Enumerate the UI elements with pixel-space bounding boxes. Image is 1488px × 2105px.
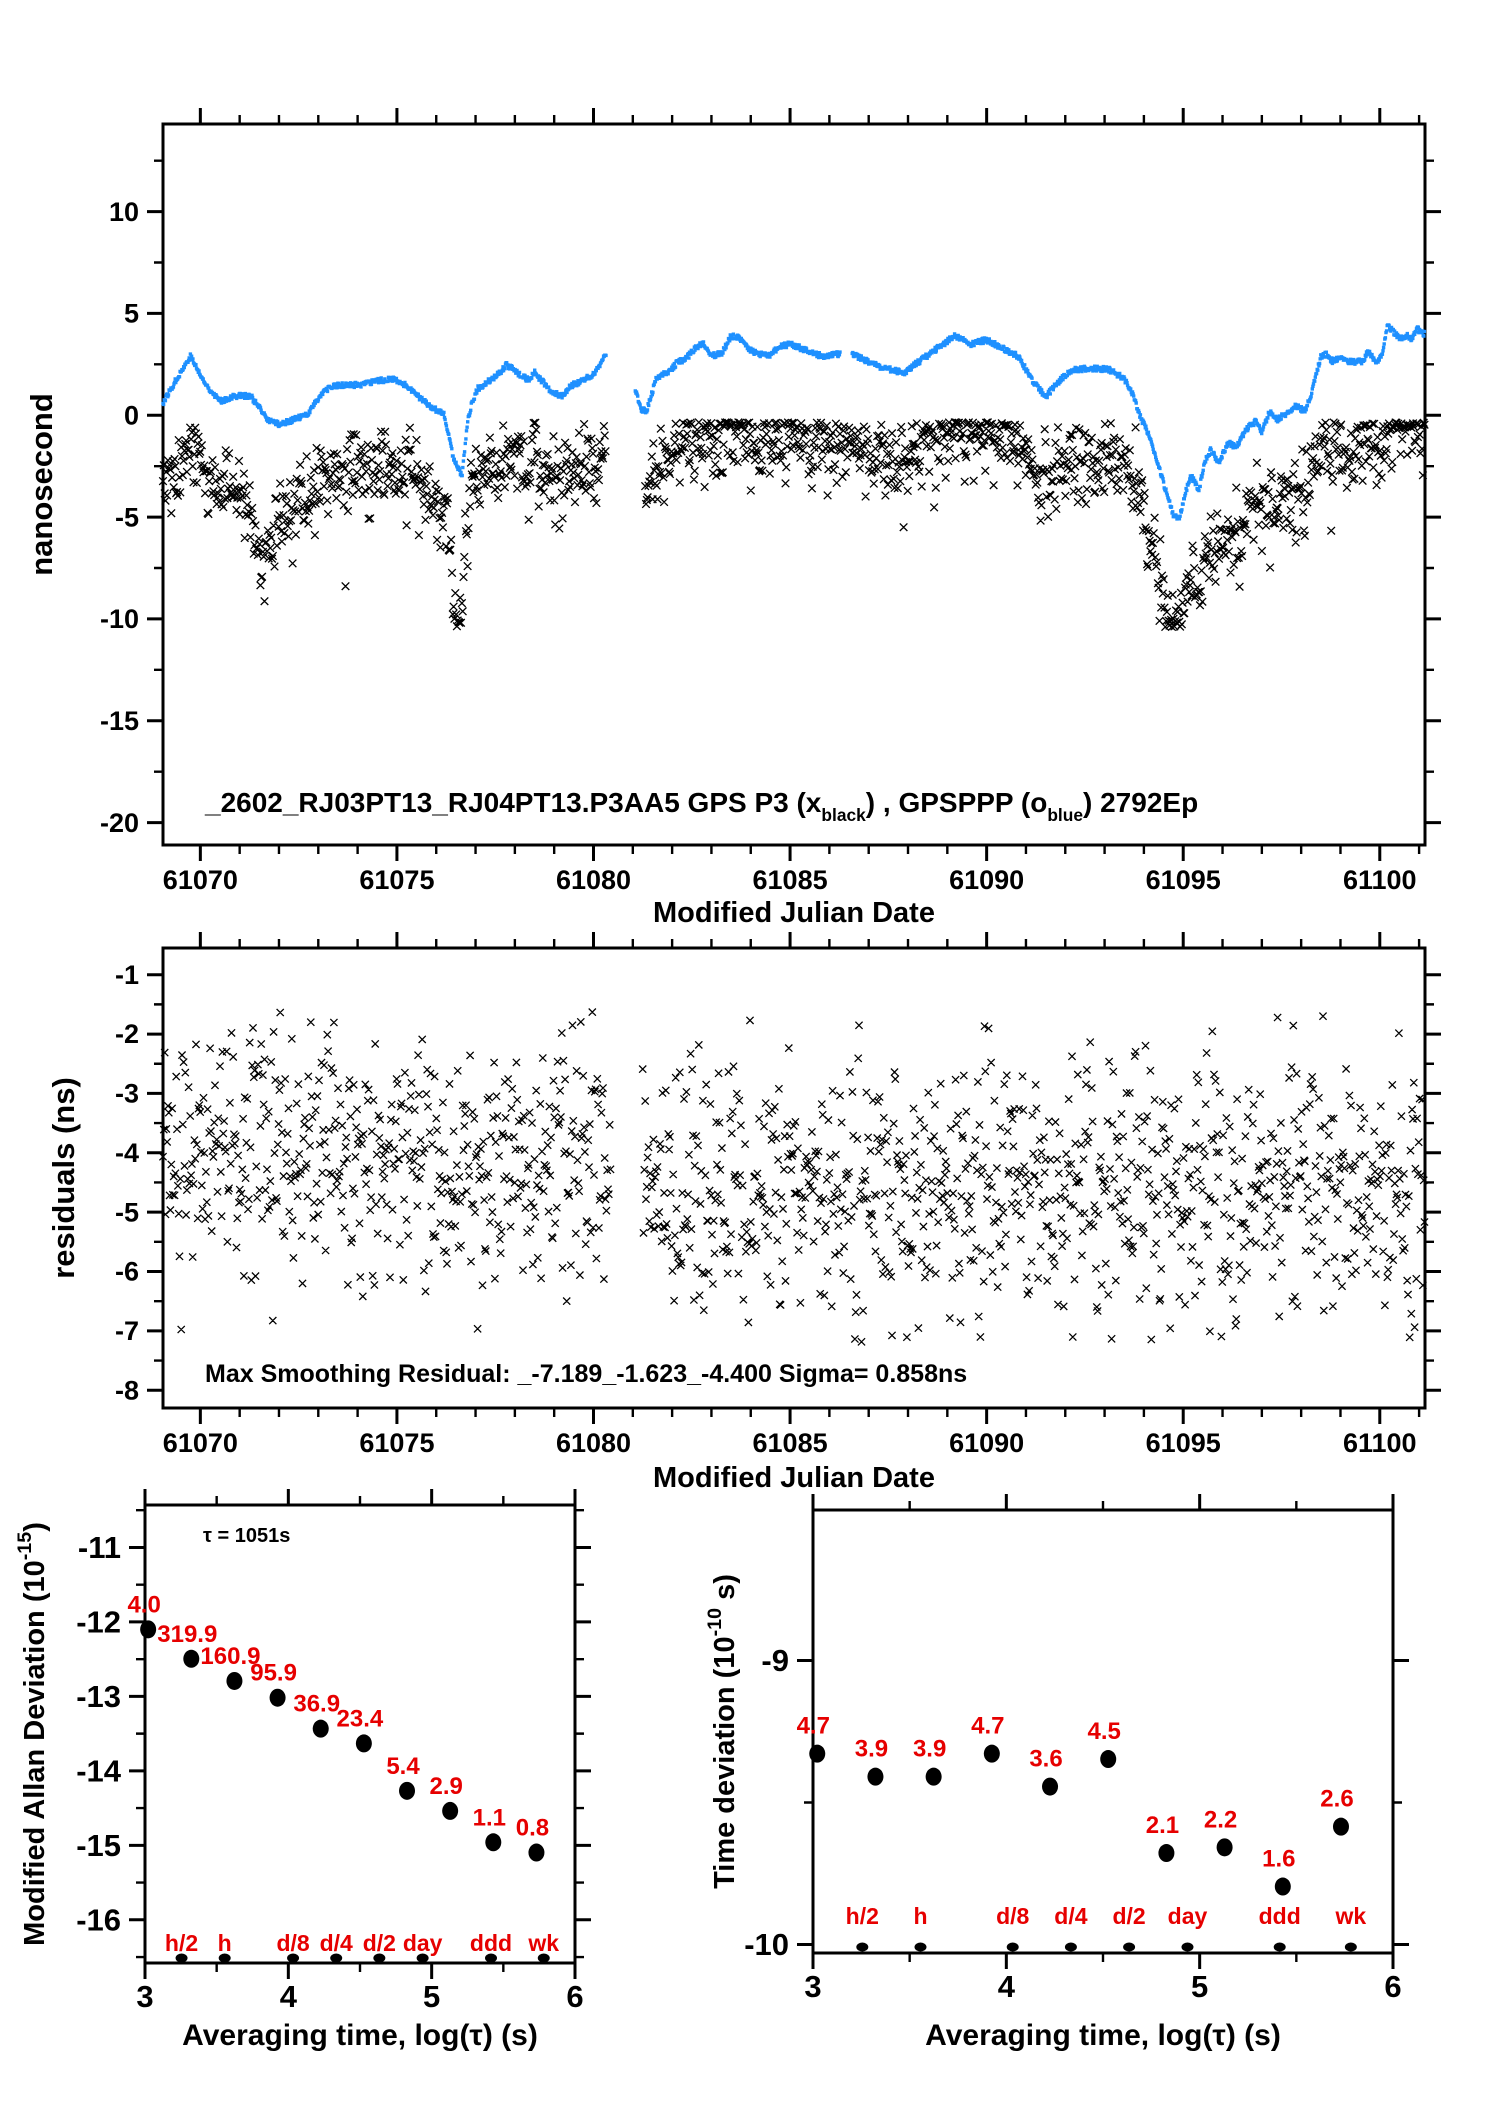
- gps-x-tick-label: 61080: [555, 865, 632, 895]
- tdev-interval-label: wk: [1335, 1903, 1367, 1929]
- tdev-value-label: 3.9: [912, 1735, 947, 1763]
- mdev-value-label: 0.8: [515, 1814, 550, 1842]
- mdev-value-label: 319.9: [157, 1620, 218, 1648]
- mdev-x-tick-label: 3: [136, 1979, 154, 2014]
- gps-inline-title: _2602_RJ03PT13_RJ04PT13.P3AA5 GPS P3 $(x_{black})$ , GPSPPP $(o_{blue})$ 2792Ep: [205, 787, 1199, 825]
- tdev-value-label: 2.6: [1320, 1785, 1354, 1813]
- mdev-data-point: [226, 1672, 242, 1690]
- panel-residuals: [46, 932, 1441, 1494]
- res-x-axis-title: Modified Julian Date: [653, 1462, 935, 1494]
- tdev-interval-dot: [856, 1943, 868, 1952]
- gps-x-axis-title: Modified Julian Date: [653, 897, 935, 929]
- mdev-value-label: 4.0: [127, 1591, 161, 1619]
- tdev-interval-label: d/8: [996, 1903, 1030, 1929]
- tdev-data-point: [1333, 1818, 1349, 1836]
- tdev-data-point: [926, 1768, 942, 1786]
- tdev-interval-label: ddd: [1258, 1903, 1301, 1929]
- res-y-tick-label: -5: [114, 1197, 139, 1228]
- tdev-interval-label: d/2: [1112, 1903, 1146, 1929]
- gps-y-tick-label: -15: [99, 705, 139, 736]
- tdev-value-label: 4.7: [796, 1712, 830, 1740]
- mdev-x-tick-label: 6: [566, 1979, 584, 2014]
- gps-x-tick-label: 61085: [752, 865, 828, 895]
- res-y-axis-title: residuals (ns): [46, 1077, 81, 1279]
- res-x-tick-label: 61080: [555, 1428, 632, 1458]
- mdev-data-point: [270, 1689, 286, 1707]
- res-x-tick-label: 61100: [1342, 1428, 1417, 1458]
- gps-y-tick-label: 5: [123, 298, 139, 329]
- res-y-tick-label: -2: [114, 1019, 139, 1050]
- gps-x-tick-label: 61095: [1145, 865, 1221, 895]
- tdev-interval-dot: [1345, 1943, 1357, 1952]
- tdev-x-tick-label: 6: [1384, 1969, 1402, 2004]
- res-y-tick-label: -1: [114, 959, 139, 990]
- mdev-data-point: [399, 1782, 415, 1800]
- mdev-value-label: 2.9: [429, 1772, 463, 1800]
- tdev-interval-label: d/4: [1054, 1903, 1088, 1929]
- tdev-x-tick-label: 3: [804, 1969, 822, 2004]
- mdev-y-tick-label: -11: [77, 1529, 121, 1565]
- mdev-minor-ticks: [136, 1496, 584, 1972]
- mdev-interval-label: wk: [528, 1930, 560, 1956]
- tdev-data-point: [1158, 1844, 1174, 1862]
- res-x-tick-label: 61090: [949, 1428, 1025, 1458]
- mdev-interval-label: day: [402, 1930, 443, 1956]
- panel-time-deviation: [704, 1494, 1409, 2052]
- gps-frame: [163, 124, 1425, 845]
- gps-y-axis-title: nanosecond: [24, 393, 59, 576]
- mdev-tau-annotation: τ = 1051s: [203, 1525, 291, 1547]
- gps-x-tick-label: 61070: [162, 865, 238, 895]
- tdev-data-point: [1275, 1878, 1291, 1896]
- mdev-x-axis-title: Averaging time, log(τ) (s): [182, 2019, 538, 2052]
- gps-x-tick-label: 61075: [359, 865, 435, 895]
- tdev-y-axis-title: Time deviation ($10^{-10}$ s): [704, 1574, 741, 1889]
- gps-y-tick-label: -10: [99, 604, 139, 635]
- mdev-interval-label: d/4: [319, 1930, 353, 1956]
- mdev-interval-label: d/8: [276, 1930, 310, 1956]
- mdev-major-ticks: [129, 1489, 591, 1979]
- tdev-x-axis-title: Averaging time, log(τ) (s): [925, 2019, 1281, 2052]
- tdev-x-tick-label: 4: [997, 1969, 1015, 2004]
- mdev-interval-label: h: [217, 1930, 232, 1956]
- res-x-tick-label: 61070: [162, 1428, 238, 1458]
- res-y-tick-label: -3: [114, 1078, 139, 1109]
- mdev-y-axis-title: Modified Allan Deviation $(10^{-15})$: [14, 1522, 51, 1946]
- tdev-interval-label: h: [913, 1903, 928, 1929]
- gps-y-tick-label: -5: [114, 502, 139, 533]
- mdev-data-point: [356, 1734, 372, 1752]
- res-x-tick-label: 61075: [359, 1428, 435, 1458]
- mdev-x-tick-label: 4: [279, 1979, 297, 2014]
- res-frame: [163, 948, 1425, 1408]
- mdev-y-tick-label: -15: [76, 1827, 121, 1863]
- mdev-value-label: 160.9: [200, 1642, 261, 1670]
- tdev-interval-label: h/2: [845, 1903, 879, 1929]
- mdev-x-tick-label: 5: [423, 1979, 441, 2014]
- gps-x-tick-label: 61090: [949, 865, 1025, 895]
- res-y-tick-label: -8: [114, 1375, 139, 1406]
- mdev-data-point: [313, 1720, 329, 1738]
- gps-x-tick-label: 61100: [1342, 865, 1417, 895]
- res-y-tick-label: -4: [114, 1137, 139, 1168]
- tdev-interval-dot: [1123, 1943, 1135, 1952]
- tdev-interval-dot: [1065, 1943, 1077, 1952]
- tdev-interval-dot: [1181, 1943, 1193, 1952]
- tdev-interval-dot: [1274, 1943, 1286, 1952]
- tdev-data-point: [1100, 1750, 1116, 1768]
- gps-minor-ticks: [154, 115, 1434, 854]
- tdev-value-label: 2.2: [1203, 1806, 1238, 1834]
- series-gpsp3-points: [159, 419, 1428, 631]
- tdev-data-point: [867, 1768, 883, 1786]
- mdev-value-label: 36.9: [293, 1690, 341, 1718]
- mdev-data-point: [140, 1620, 156, 1638]
- mdev-y-tick-label: -14: [76, 1753, 121, 1789]
- mdev-value-label: 95.9: [250, 1659, 297, 1687]
- mdev-data-point: [528, 1844, 544, 1862]
- tdev-value-label: 3.6: [1029, 1745, 1063, 1773]
- mdev-y-tick-label: -12: [76, 1604, 121, 1640]
- tdev-data-point: [984, 1745, 1000, 1763]
- panel-allan-deviation: [14, 1489, 591, 2052]
- tdev-data-point: [1042, 1778, 1058, 1796]
- res-annotation: Max Smoothing Residual: _-7.189_-1.623_-4.400 Sigma= 0.858ns: [205, 1360, 968, 1388]
- res-x-tick-label: 61085: [752, 1428, 828, 1458]
- mdev-interval-label: d/2: [362, 1930, 396, 1956]
- tdev-value-label: 4.7: [971, 1712, 1005, 1740]
- mdev-value-label: 23.4: [336, 1705, 384, 1733]
- mdev-data-point: [183, 1650, 199, 1668]
- res-x-tick-label: 61095: [1145, 1428, 1221, 1458]
- mdev-y-tick-label: -13: [76, 1678, 121, 1714]
- tdev-value-label: 2.1: [1145, 1812, 1180, 1840]
- tdev-y-tick-label: -10: [744, 1927, 789, 1963]
- gps-y-tick-label: 10: [108, 196, 139, 227]
- mdev-value-label: 1.1: [472, 1804, 506, 1832]
- tdev-value-label: 3.9: [854, 1735, 889, 1763]
- tdev-y-tick-label: -9: [761, 1643, 789, 1679]
- mdev-data-point: [442, 1802, 458, 1820]
- gps-y-tick-label: -20: [99, 807, 139, 838]
- res-y-tick-label: -6: [114, 1256, 139, 1287]
- mdev-value-label: 5.4: [386, 1752, 420, 1780]
- tdev-data-point: [809, 1745, 825, 1763]
- mdev-y-tick-label: -16: [76, 1902, 121, 1938]
- mdev-frame: [145, 1505, 575, 1963]
- mdev-interval-label: ddd: [469, 1930, 513, 1956]
- panel-gps-comparison: [24, 108, 1441, 929]
- res-minor-ticks: [154, 939, 1434, 1417]
- tdev-x-tick-label: 5: [1191, 1969, 1209, 2004]
- tdev-value-label: 1.6: [1262, 1845, 1296, 1873]
- tdev-interval-dot: [914, 1943, 926, 1952]
- res-y-tick-label: -7: [114, 1316, 139, 1347]
- tdev-data-point: [1217, 1838, 1233, 1856]
- tdev-value-label: 4.5: [1087, 1718, 1121, 1746]
- series-residual-points: [159, 1009, 1428, 1346]
- tdev-interval-label: day: [1167, 1903, 1208, 1929]
- mdev-interval-label: h/2: [164, 1930, 199, 1956]
- tdev-interval-dot: [1007, 1943, 1019, 1952]
- mdev-data-point: [485, 1833, 501, 1851]
- gps-y-tick-label: 0: [123, 400, 139, 431]
